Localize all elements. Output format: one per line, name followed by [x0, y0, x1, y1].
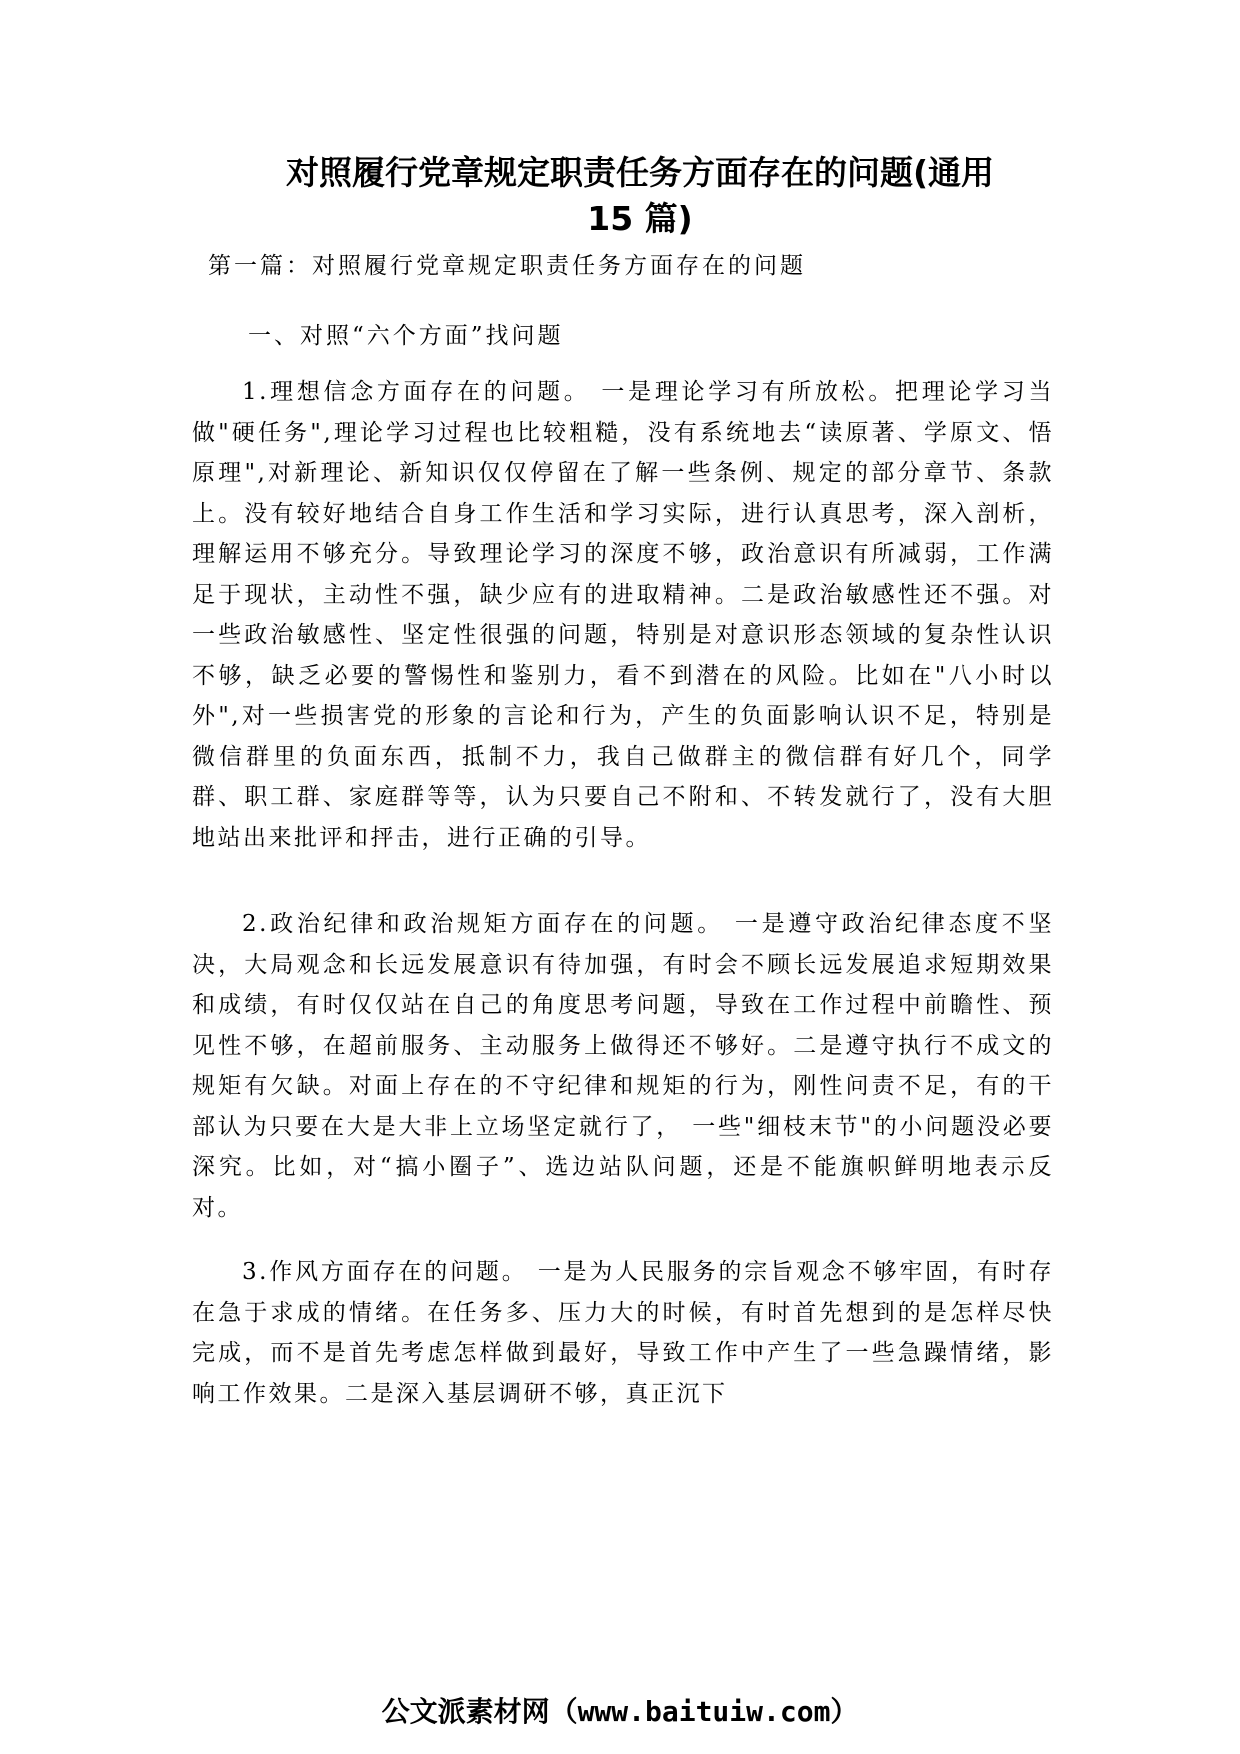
paragraph-ideals-beliefs: 1.理想信念方面存在的问题。 一是理论学习有所放松。把理论学习当做"硬任务",理论学习过程也比较粗糙，没有系统地去“读原著、学原文、悟原理",对新理论、新知识仅仅停留在了解一些条例、规定的部分章节、条款上。没有较好地结合自身工作生活和学习实际，进行认真思考，深入剖析，理解运用不够充分。导致理论学习的深度不够，政治意识有所减弱，工作满足于现状，主动性不强，缺少应有的进取精神。二是政治敏感性还不强。对一些政治敏感性、坚定性很强的问题，特别是对意识形态领域的复杂性认识不够，缺乏必要的警惕性和鉴别力，看不到潜在的风险。比如在"八小时以外",对一些损害党的形象的言论和行为，产生的负面影响认识不足，特别是微信群里的负面东西，抵制不力，我自己做群主的微信群有好几个，同学群、职工群、家庭群等等，认为只要自己不附和、不转发就行了，没有大胆地站出来批评和抨击，进行正确的引导。 — [192, 379, 1054, 851]
paragraph-work-style: 3.作风方面存在的问题。 一是为人民服务的宗旨观念不够牢固，有时存在急于求成的情绪。在任务多、压力大的时候，有时首先想到的是怎样尽快完成，而不是首先考虑怎样做到最好，导致工作中产生了一些急躁情绪，影响工作效果。二是深入基层调研不够，真正沉下 — [192, 1259, 1054, 1407]
footer-watermark: 公文派素材网（www.baituiw.com） — [381, 1695, 859, 1728]
title-line-1: 对照履行党章规定职责任务方面存在的问题(通用 — [285, 153, 995, 192]
paragraph-political-discipline: 2.政治纪律和政治规矩方面存在的问题。 一是遵守政治纪律态度不坚决，大局观念和长远发展意识有待加强，有时会不顾长远发展追求短期效果和成绩，有时仅仅站在自己的角度思考问题，导致在工作过程中前瞻性、预见性不够，在超前服务、主动服务上做得还不够好。二是遵守执行不成文的规矩有欠缺。对面上存在的不守纪律和规矩的行为，刚性问责不足，有的干部认为只要在大是大非上立场坚定就行了， 一些"细枝末节"的小问题没必要深究。比如，对“搞小圈子”、选边站队问题，还是不能旗帜鲜明地表示反对。 — [192, 911, 1054, 1221]
section-heading: 一、对照“六个方面”找问题 — [248, 323, 564, 349]
document-title — [260, 150, 1020, 242]
title-line-2: 15 篇) — [587, 199, 693, 238]
chapter-subtitle: 第一篇：对照履行党章规定职责任务方面存在的问题 — [208, 253, 806, 279]
